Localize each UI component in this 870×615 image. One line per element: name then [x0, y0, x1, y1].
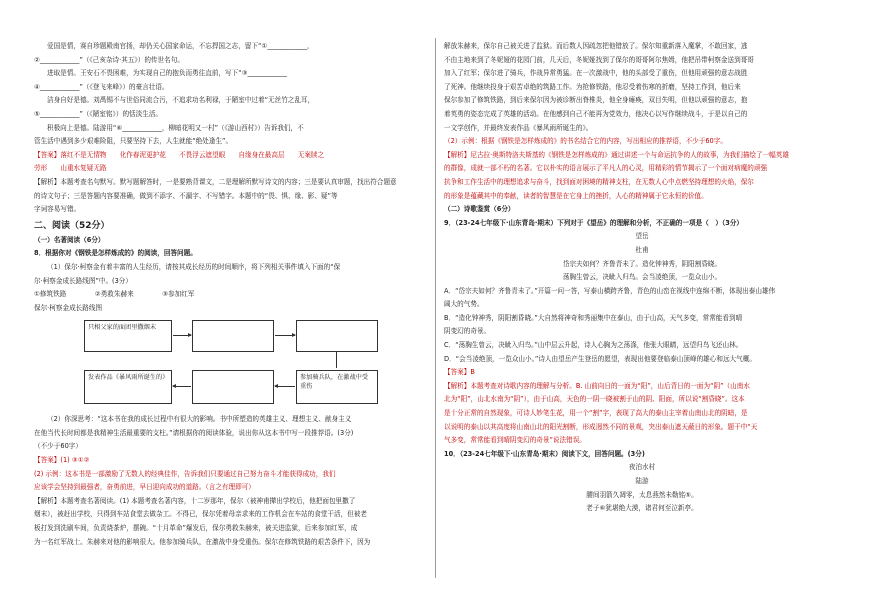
choice-line: 阴变幻的奇景。 [444, 327, 491, 336]
arrow-left [275, 386, 295, 387]
question-line: 在他当代长时间都是我精神生活最重要的支柱。”请根据你的阅读体验，说出你从这本书中写一段推荐语。(3分) [34, 428, 354, 437]
text-line: 着英勇的姿态完成了英雄的活动。在他感到自己不能再为党效力，他决心以写作继续战斗，于是以自己的 [444, 109, 748, 118]
connector [336, 352, 337, 368]
text-line: ④____________”（《登飞来峰》）的豪言壮语。 [34, 82, 169, 91]
choice-line: B．“造化钟神秀，阴阳割昏晓。”大自然将神奇和秀丽集中在泰山，由于山高，天气多变，常常能看到晴 [444, 313, 743, 322]
analysis-line: 气多变，常常能看到晴阴变幻的奇景”说法错误。 [444, 436, 586, 445]
answer-line: 【答案】落红不是无情物 化作春泥更护花 不畏浮云遮望眼 自缘身在最高层 无案牍之 [34, 150, 325, 159]
option: ②勇救朱赫来 [94, 290, 134, 299]
option: ①修筑铁路 [34, 290, 67, 299]
analysis-line: 北为“阳”，山北水南为“阴”），由于山高，天色的一阴一晓被割于山的阴、阳面，所以说“割昏晓”。这本 [444, 395, 745, 404]
text-line: 积极向上是德。陆游用“⑥____________，柳暗花明又一村”（《游山西村》）告诉我们，不 [47, 123, 304, 132]
arrow-right [173, 335, 191, 336]
question-line: 8．根据你对《钢铁是怎样炼成的》的阅读，回答问题。 [34, 249, 197, 258]
choice-line: D．“会当凌绝顶，一览众山小。”诗人由望岳产生登岳的愿望，表现出他要登临泰山顶峰的雄心和远大气概。 [444, 354, 756, 363]
poem-title: 望岳 [635, 232, 649, 241]
question-line: （不少于60字） [34, 442, 82, 451]
analysis-line: 抗争和工作生活中的理想追求与奋斗，找到面对困境的精神支柱，在无数人心中点燃坚持理想的火焰，保尔 [444, 177, 754, 186]
question-line: 尔·柯察金成长路线图”中。(3分） [34, 276, 132, 285]
subsection-heading: （一）名著阅读（6分） [34, 235, 105, 244]
choice-line: 阔大的气势。 [444, 300, 484, 309]
poem-author: 杜甫 [635, 245, 649, 254]
right-column [444, 40, 840, 516]
route-box-2 [192, 320, 274, 352]
analysis-line: 是十分正常的自然现象，可诗人妙笔生花，用一个“割”字，表现了高大的泰山主宰着山南山北的阴暗，是 [444, 409, 748, 418]
analysis-line: 【解析】本题考查对诗歌内容的理解与分析。B. 山前向日的一面为“阳”，山后背日的一面为“阴”（山南水 [444, 381, 750, 390]
arrow-left [173, 386, 191, 387]
text-line: 保尔参加了修筑铁路，到后来保尔因为被诊断出脊椎炎，他全身瘫痪，双目失明，但他以顽强的意志，抱 [444, 96, 748, 105]
analysis-line: 的形象是蕴藏其中的奉献，读者的智慧是在它身上的挫折，人心的精神属于它永恒的价值。 [444, 191, 708, 200]
answer-line: 【答案】(1) ③①② [34, 456, 90, 465]
text-line: 爱国是情，赛自珍题殿南官扬，却仍关心国家命运，不忘捍国之志，留下“①____________， [47, 42, 314, 50]
text-line: ②____________”（《己亥杂诗·其五》）的传世名句。 [34, 55, 184, 64]
text-line: 加入了红军；保尔进了骑兵，作战异常勇猛。在一次激战中，他的头部受了重伤，但他用顽强的意志战胜 [444, 69, 748, 78]
text-line: 进取是情。王安石不畏困难，为实现自己的抱负而勇往直前，写下“③____________ [47, 69, 288, 78]
question-line: （2）你深思考：“这本书在我的成长过程中有很大的影响。书中所塑造的英雄主义、理想主义、献身主义 [47, 415, 352, 424]
section-heading: 二、阅读（52分） [34, 220, 110, 231]
choice-line: A．“岱宗夫如何？齐鲁青未了。”开篇一问一答，写泰山横跨齐鲁，青色的山峦在视线中连绵不断，体现出泰山雄伟 [444, 286, 776, 295]
choice-line: C．“荡胸生曾云，决眦入归鸟。”山中层云升起，诗人心胸为之荡涤，他张大眼睛，远望归鸟飞还山林。 [444, 341, 743, 350]
question-line: 10．（23-24七年级下·山东青岛·期末）阅读下文，回答问题。(3分) [444, 449, 645, 458]
option: ③参加红军 [162, 290, 195, 299]
question-line: （1）保尔·柯察金有着丰富的人生经历，请按其成长经历的时间顺序，将下列相关事件填入下面的“保 [47, 262, 341, 271]
text-line: 不由主地来到了冬妮娅的花园门前，几天后，冬妮娅找到了保尔的哥哥阿尔焦姆，他把吊带柯察金送到哥哥 [444, 55, 754, 64]
column-divider [435, 38, 436, 578]
answer-line: 应该学会坚持到最强者，奋勇前进，早日迎向成功的道路。（言之有理即可） [34, 483, 255, 492]
text-line: 管生活中遇到多少艰难险阻，只要坚持下去，人生就能“绝处逢生”。 [34, 137, 233, 146]
analysis-line: 的诗文句子；三是答题内容要准确，做到不添字、不漏字、不写错字。本题中的“畏、惧、缘、影、疑”等 [34, 191, 338, 200]
subsection-heading: （二）诗歌鉴赏（6分） [444, 205, 515, 214]
analysis-line: 【解析】尼古拉·奥斯特洛夫斯基的《钢铁是怎样炼成的》通过讲述一个与命运抗争的人的故事，为我们描绘了一幅英雄 [444, 150, 789, 159]
answer-line: （2）示例：根据《钢铁是怎样炼成的》的书名结合它的内容，写出相应的推荐语，不少于60字。 [444, 137, 727, 146]
analysis-line: 的群像，成就一部不朽的名著。它以朴实的语言展示了平凡人的心灵，用精彩的情节揭示了一个面对病魔的顽强 [444, 164, 768, 173]
route-box-5 [192, 370, 274, 404]
analysis-line: 【解析】本题考查名著阅读。(1) 本题考查名著内容，十二岁那年，保尔（被神甫撵出学校后，他把面包里撒了 [34, 496, 356, 505]
poem-line: 岱宗夫如何？齐鲁青未了。造化钟神秀，阴阳割昏晓。 [562, 259, 722, 268]
analysis-line: 为一名红军战士。朱赫来对他的影响很大。他参加骑兵队，在激战中身受重伤。保尔在修筑铁路的艰苦条件下，因为 [34, 537, 371, 546]
diagram-title: 保尔·柯察金成长路线图 [34, 303, 103, 312]
text-line: 一文学创作，并最终发表作品《暴风雨所诞生的》。 [444, 123, 593, 132]
poem-line: 荡胸生曾云，决眦入归鸟。会当凌绝顶，一览众山小。 [562, 273, 722, 282]
analysis-line: 板打发到洗刷车间，负责烧茶炉，摆碗。“十月革命”爆发后，保尔勇救朱赫来，被关进监狱，后来参加红军，成 [34, 524, 358, 533]
analysis-line: 烟末），被赶出学校，只得到车站食堂去做杂工。不得已，保尔凭着母亲求来的工作机会在车站的食堂干活，但被老 [34, 510, 367, 519]
options-line [34, 288, 426, 302]
poem-author: 陆游 [635, 477, 649, 485]
poem-line: 腰间羽箭久凋零，太息燕然未勒铭⑤。 [586, 490, 698, 499]
answer-line: 【答案】B [444, 368, 475, 377]
analysis-line: 以说明的泰山以其高度将山南山北的阳光割断，形成迥然不同的景观，突出泰山遮天蔽日的形象。题干中“天 [444, 422, 758, 431]
text-line: 洁身自好是德。刘禹锡不与世俗同流合污，不追求功名利禄，于陋室中过着“无丝竹之乱耳， [47, 96, 315, 105]
poem-line: 老子⑥犹堪绝大漠，诸君何至泣新亭。 [586, 504, 698, 513]
analysis-line: 字词容易写错。 [34, 205, 81, 214]
route-box-3 [296, 320, 378, 352]
text-line: 了死神。他继续投身于艰苦卓绝的筑路工作。为抢修铁路，他忍受着伤寒的折磨，坚持工作到，他后来 [444, 82, 741, 91]
answer-line: 劳形 山重水复疑无路 [34, 164, 107, 173]
analysis-line: 【解析】本题考查名句默写。默写题解答时，一是要熟背课文，二是理解所默写诗文的内容；三是要认真审题，找出符合题意 [34, 177, 397, 186]
route-box-1: 只相父家的面团里撒烟末 [84, 320, 172, 352]
arrow-right [275, 335, 295, 336]
left-column [34, 40, 426, 549]
route-box-6: 发表作品《暴风雨所诞生的》 [84, 370, 172, 404]
route-box-4: 参加骑兵队，在激战中受重伤 [296, 370, 378, 404]
poem-title: 夜泊水村 [628, 463, 656, 472]
growth-route-diagram [84, 318, 384, 410]
text-line: ⑤____________”（《陋室铭》）的恬淡生活。 [34, 109, 163, 118]
answer-line: (2) 示例：这本书是一部激励了无数人的经典佳作，告诉我们只要通过自己努力奋斗才能获得成功，我们 [34, 469, 336, 478]
question-line: 9．（23-24七年级下·山东青岛·期末）下列对于《望岳》的理解和分析，不正确的一项是（ ）（3分） [444, 218, 744, 227]
text-line: 解放朱赫来，保尔自己被关进了监狱。而后数人因疏忽把他错放了。保尔知重新落入魔掌，不敢回家，逃 [444, 42, 748, 50]
